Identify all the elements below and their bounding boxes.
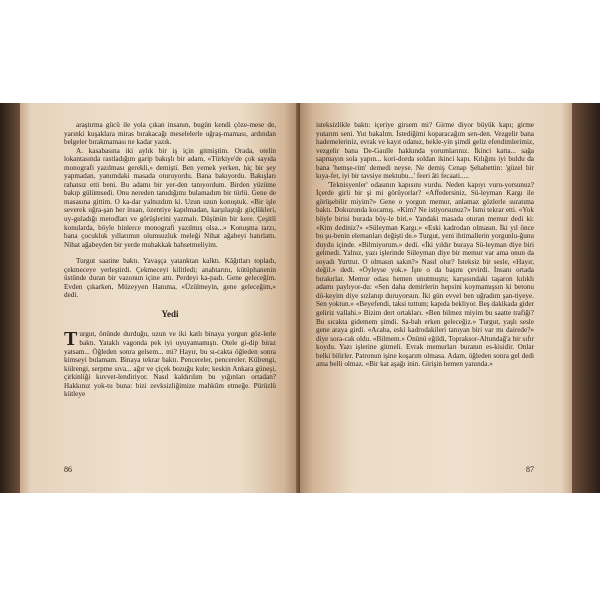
chapter-title: Yedi xyxy=(161,308,179,319)
paragraph: A. kasabasına iki aylık bir iş için gitmiştim. Orada, otelin lokantasında rastladığım garip bakışlı bir adam, «Türkiye'de çok sayıda monografi yazılması gerekli,» demişti. Ben yemek yerken, hiç bir şey yapmadan, yanımdaki masada oturuyordu. Bana bakıyordu. Bakışları rahatsız etti beni. Bu adamı bir yer-den tanıyordum. Birden yüzüme bakıp gülümsedi. Onu nereden tanıdığımı bulamadım bir türlü. Gene de masasına gittim. O ka-dar yalnızdım ki. Uzun uzun konuştuk. «Bir işle severek uğra-şan her insan, özentiye kapılmadan, karşılaştığı güçlükleri, uy-guladığı metodları ve görüşlerini yazmalı. Düşünün bir kere. Çeşitli konularda, böyle binlerce monografi yazılmış olsa...» Konuşma tarzı, bana çocukluk yıllarımın olumsuzluk meleği Nihat ağabeyi hatırlattı. Nihat ağabeyden bir yerde muhakkak bahsetmeliyim. xyxy=(64,146,276,249)
chapter-opening-paragraph xyxy=(64,330,276,398)
left-page xyxy=(20,103,298,493)
page-number-right: 87 xyxy=(526,465,534,475)
paragraph: isteksizlikle baktı: içeriye girsem mi? Girme diyor büyük kapı; girme yutarım seni. Yut bakalım. İstediğimi koparacağım sen-den. Vezgelir bana hademeleriniz, evrak ve kayıt odanız, bekle-yin şimdi geliz efendimlerimiz, vezgelir bana De-Gaulle hakkında yorumlarınız. İkinci katta... sağa sapmayın sola yapın... kori-dorda soldan ikinci kapı. Kılığını iyi buldu da bana 'hemşe-rim' demedi neyse. Ne demiş Cenap Şehabettin: 'güzel bir kıya-fet, iyi bir tavsiye mektubu...' feeri âti fecaati..... xyxy=(316,121,534,181)
paragraph: Turgut saatine baktı. Yavaşça yatanktan kalktı. Kâğıtları topladı, çekmeceye yerleştirdi. Çekmeceyi kilitledi; anahtarını, kütüphanenin üstünde duran bir vazonun içine attı. Perdeyi ka-padı. Gene geleceğim. Evden çıkarken, Müzeyyen Hanıma, «Üzülmeyin, gene geleceğim,» dedi. xyxy=(64,257,276,300)
page-number-left: 86 xyxy=(64,465,72,475)
paragraph: araştırma gücü ile yola çıkan insanın, bugün kendi çöze-mese de, yarınki kuşaklara miras bırakacağı meselelerle uğraş-maması, ardından belgeler bırakmaması ne kadar yazık. xyxy=(64,121,276,147)
right-page xyxy=(300,103,572,493)
open-book xyxy=(0,103,600,493)
book-edge-right xyxy=(572,103,600,493)
drop-cap: T xyxy=(64,328,78,351)
paragraph: 'Teknisyenler' odasının kapısını vurdu. Neden kapıyı vuru-yorsunuz? İçerde girli bir şi mi görüyorlar? «Affedersiniz, Sü-leyman Kargı ile görüşebilir miyim?» Gene o yorgun memur, anlamaz gözlerle suratıma baktı. Dokuzunda kocamış. «Kim? Ne istiyorsunuz?» İsmi tekrar etti. «Yok böyle birisi burada böy-le biri.» Yandaki masada oturan memur dedi ki: «Kim dediniz?» «Süleyman Kargı.» «Eski kadrodan olmasın. İki yıl önce bu şu-benin elemanları değişti de.» Turgut, yeni ihtimallerin yorgunlu-ğunu duydu içinde. «Bilmiyorum.» dedi. «İki yıldır buraya Sü-leyman diye biri gelmedi. Yalnız, yazı işlerinde Süleyman diye bir memur var ama onun da soyadı Yurttut. O olmasın sakın?» Nasıl olur? Isteksiz bir sesle, «Hayır, değil.» dedi. «Öyleyse yok.» İşte o da başını çevirdi. İnsanı ortada bırakırlar. Memur odası hemen unutmuştu; karşısındaki taşaron kılıklı adamı paylıyor-du: «Sen daha demirlerin hepsini koymamışsın ki betonu dö-keyim diye sızlanıp duruyorsun. İki gün evvel ben uğradım şan-tiyeye. Sen yoktun.» «Beyefendi, taksi tuttum; kapıda bekliyor. Beş dakikada gider geliriz vallahi.» Bizim dert ortakları. «Ben bilmez miyim bu saatte trafiği? Bu sıcakta gidemem şimdi. Sa-bah erken geleceğiz.» Turgut, yaşlı sesle gene araya girdi. «Acaba, eski kadrodakileri tanıyan biri var mı dairede?» diye sora-cak oldu. «Bilmem.» Önünü eğildi, Topraksor-Altundağ'a bir sıfır koydu. Yazı işlerine gitmeli. Evrak memurları buranın es-kisidir. Onlar belki bilirler. Patronun işine koşarım olmasa. Adam, öğleden sonra gel dedi ama belli olmaz. «Bir kat aşağı inin. Girişin hemen yanında.» xyxy=(316,180,534,369)
chapter-opening-text: urgut, önünde durduğu, uzun ve iki katlı binaya yorgun göz-lerle baktı. Yataklı vagonda pek iyi uyuyamamıştı. Otele gi-dip biraz yatsam... Öğleden sonra gelsem... mi? Hayır, bu sı-cakta öğleden sonra kimseyi bulamam. Binaya tekrar baktı. Pencereler, pencereler. Külrengi, külrengi, serpme sıva... ağır ve çiçek bozuğu kule; keskin Ankara güneşi, çirkinliği kuvvet-lendiriyor. Nasıl kaldırılım bu yığınları ortadan? Hakkınız yok-tu buna: bizi zevksizliğimize mahkûm etmeğe. Pürüzlü kütleye xyxy=(64,330,276,399)
book-edge-left xyxy=(0,103,20,493)
